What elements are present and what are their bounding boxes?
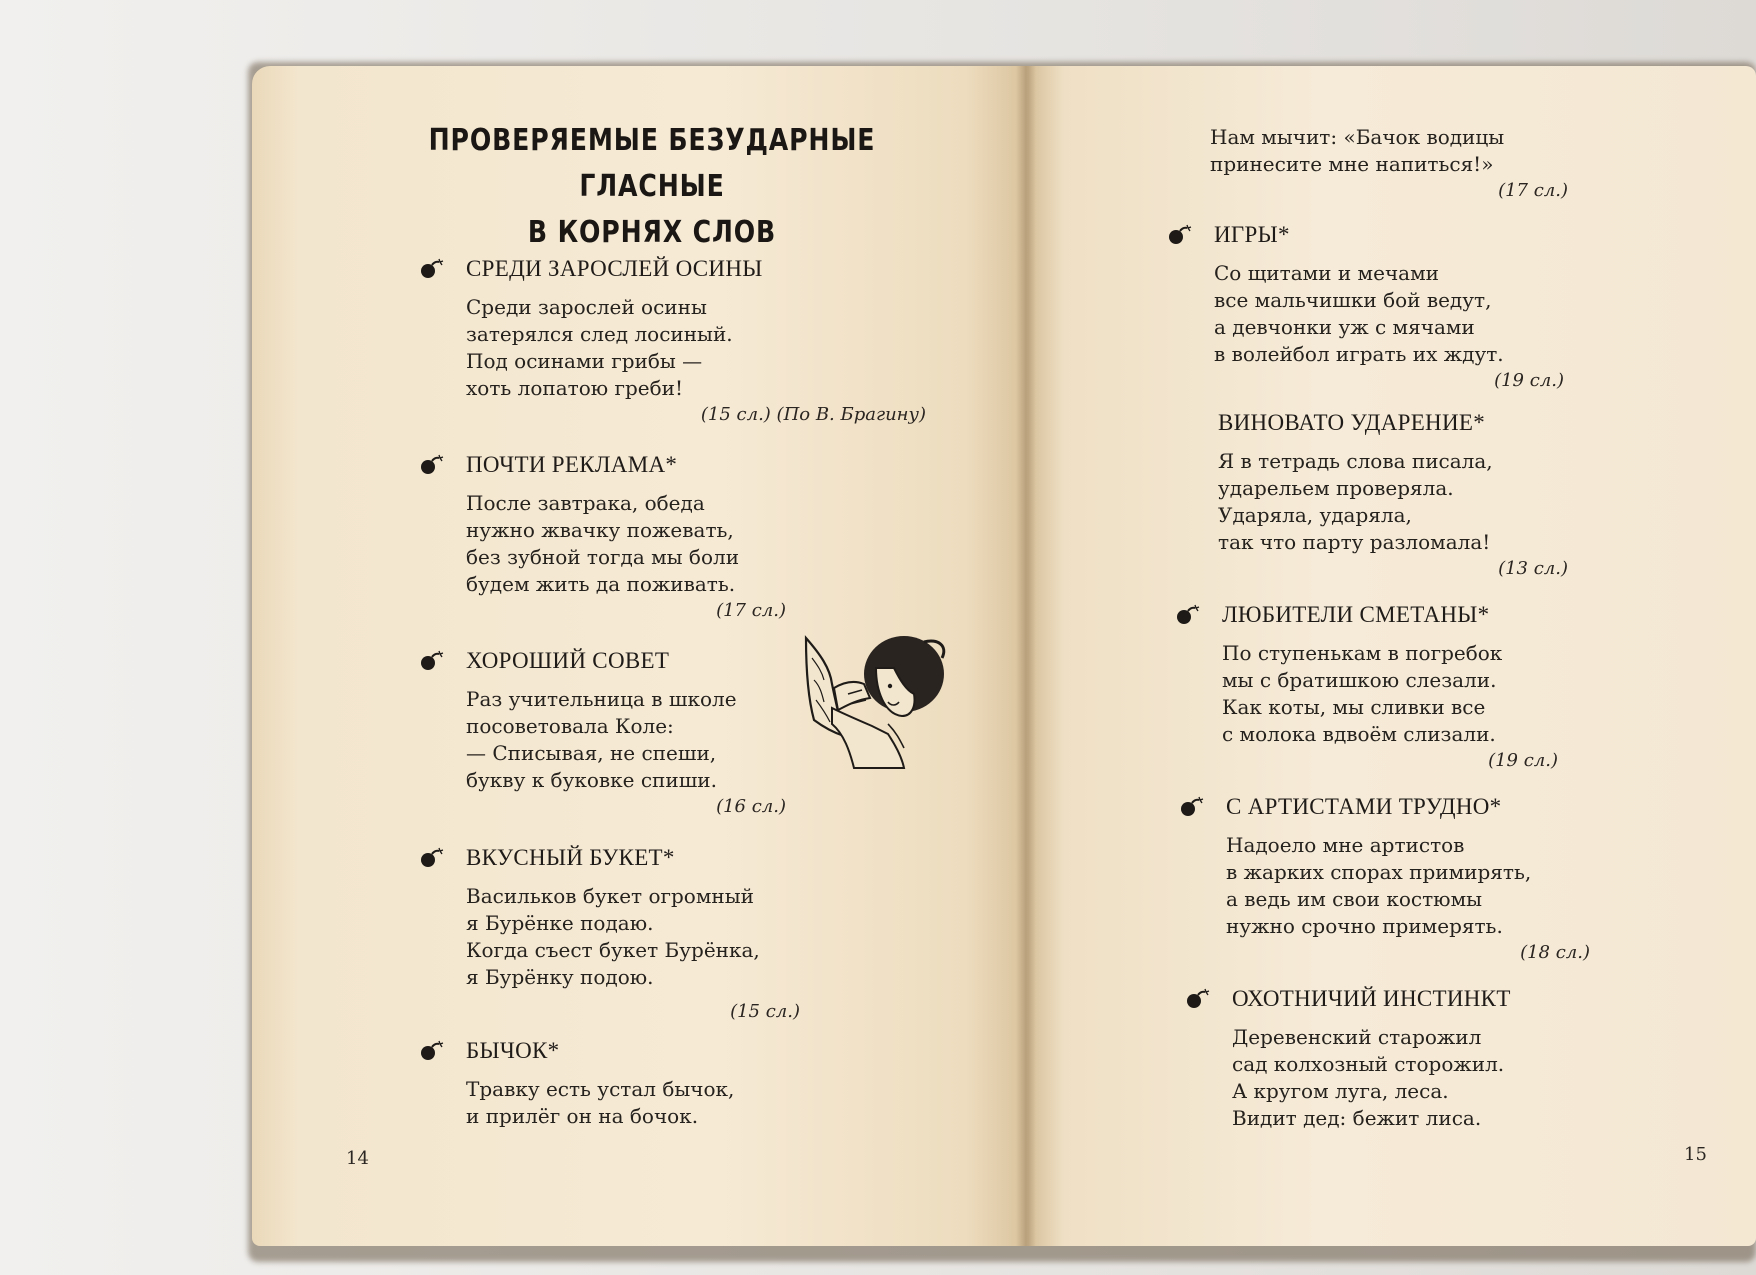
- poem-title: СРЕДИ ЗАРОСЛЕЙ ОСИНЫ: [466, 256, 763, 281]
- poem-line: посоветовала Коле:: [466, 714, 674, 738]
- poem-line: а ведь им свои костюмы: [1226, 887, 1483, 911]
- poem-line: Как коты, мы сливки все: [1222, 695, 1486, 719]
- poem-1: [466, 452, 786, 624]
- poem-line: — Списывая, не спеши,: [466, 741, 717, 765]
- poem-r4: [1232, 986, 1572, 1132]
- poem-4: [466, 1038, 800, 1130]
- poem-0: [466, 256, 926, 428]
- poem-line: Под осинами грибы —: [466, 349, 703, 373]
- poem-line: Васильков букет огромный: [466, 884, 754, 908]
- poem-2: [466, 648, 786, 820]
- poem-line: я Бурёнку подою.: [466, 965, 654, 989]
- heading-line-1: ПРОВЕРЯЕМЫЕ БЕЗУДАРНЫЕ ГЛАСНЫЕ: [428, 123, 876, 204]
- poem-line: Когда съест букет Бурёнка,: [466, 938, 760, 962]
- bomb-bullet-icon: [418, 258, 444, 280]
- poem-line: мы с братишкою слезали.: [1222, 668, 1497, 692]
- poem-credit: (15 сл.) (По В. Брагину): [700, 404, 926, 425]
- bomb-bullet-icon: [1174, 604, 1200, 626]
- poem-line: без зубной тогда мы боли: [466, 545, 740, 569]
- poem-line: Нам мычит: «Бачок водицы: [1210, 125, 1505, 149]
- poem-credit: (18 сл.): [1520, 942, 1590, 963]
- poem-line: ударельем проверяла.: [1218, 476, 1454, 500]
- poem-line: Надоело мне артистов: [1226, 833, 1465, 857]
- poem-line: По ступенькам в погребок: [1222, 641, 1503, 665]
- section-heading: [366, 118, 937, 256]
- poem-line: и прилёг он на бочок.: [466, 1104, 699, 1128]
- poem-title: БЫЧОК*: [466, 1038, 560, 1063]
- poem-credit: (17 сл.): [716, 600, 786, 621]
- poem-credit: (19 сл.): [1488, 750, 1558, 771]
- book-gutter: [1016, 66, 1036, 1246]
- poem-title: ХОРОШИЙ СОВЕТ: [466, 648, 670, 673]
- poem-3: [466, 845, 800, 1025]
- poem-line: хоть лопатою греби!: [466, 376, 684, 400]
- poem-line: все мальчишки бой ведут,: [1214, 288, 1492, 312]
- bomb-bullet-icon: [1184, 988, 1210, 1010]
- poem-r2: [1222, 602, 1558, 774]
- bomb-bullet-icon: [418, 1040, 444, 1062]
- poem-line: в волейбол играть их ждут.: [1214, 342, 1504, 366]
- poem-line: с молока вдвоём слизали.: [1222, 722, 1496, 746]
- poem-credit: (16 сл.): [716, 796, 786, 817]
- page-number-right: 15: [1684, 1144, 1707, 1165]
- bomb-bullet-icon: [1178, 796, 1204, 818]
- poem-line: нужно срочно примерять.: [1226, 914, 1503, 938]
- bomb-bullet-icon: [418, 454, 444, 476]
- poem-title: ОХОТНИЧИЙ ИНСТИНКТ: [1232, 986, 1511, 1011]
- poem-line: в жарких спорах примирять,: [1226, 860, 1532, 884]
- poem-credit: (17 сл.): [1498, 180, 1568, 201]
- bomb-bullet-icon: [1166, 224, 1192, 246]
- poem-line: Среди зарослей осины: [466, 295, 707, 319]
- poem-credit: (19 сл.): [1494, 370, 1564, 391]
- poem-credit: (13 сл.): [1498, 558, 1568, 579]
- poem-line: А кругом луга, леса.: [1232, 1079, 1449, 1103]
- poem-r1: [1218, 410, 1568, 582]
- poem-continuation: [1210, 124, 1568, 204]
- poem-line: принесите мне напиться!»: [1210, 152, 1494, 176]
- poem-line: так что парту разломала!: [1218, 530, 1491, 554]
- poem-title: С АРТИСТАМИ ТРУДНО*: [1226, 794, 1502, 819]
- poem-title: ЛЮБИТЕЛИ СМЕТАНЫ*: [1222, 602, 1490, 627]
- poem-line: нужно жвачку пожевать,: [466, 518, 734, 542]
- bomb-bullet-icon: [418, 650, 444, 672]
- poem-r0: [1214, 222, 1564, 394]
- child-reading-illustration: [792, 628, 964, 770]
- poem-line: сад колхозный сторожил.: [1232, 1052, 1505, 1076]
- poem-line: будем жить да поживать.: [466, 572, 736, 596]
- poem-line: затерялся след лосиный.: [466, 322, 733, 346]
- heading-line-2: В КОРНЯХ СЛОВ: [527, 215, 777, 250]
- poem-line: Ударяла, ударяла,: [1218, 503, 1412, 527]
- poem-line: букву к буковке спиши.: [466, 768, 717, 792]
- poem-line: я Бурёнке подаю.: [466, 911, 654, 935]
- poem-line: После завтрака, обеда: [466, 491, 705, 515]
- poem-line: Со щитами и мечами: [1214, 261, 1439, 285]
- poem-line: Видит дед: бежит лиса.: [1232, 1106, 1482, 1130]
- poem-line: Деревенский старожил: [1232, 1025, 1482, 1049]
- page-number-left: 14: [346, 1148, 369, 1169]
- poem-r3: [1226, 794, 1590, 966]
- poem-title: ВИНОВАТО УДАРЕНИЕ*: [1218, 410, 1486, 435]
- bomb-bullet-icon: [418, 847, 444, 869]
- poem-title: ПОЧТИ РЕКЛАМА*: [466, 452, 678, 477]
- poem-line: Раз учительница в школе: [466, 687, 737, 711]
- poem-line: а девчонки уж с мячами: [1214, 315, 1475, 339]
- poem-line: Я в тетрадь слова писала,: [1218, 449, 1493, 473]
- poem-line: Травку есть устал бычок,: [466, 1077, 735, 1101]
- poem-credit: (15 сл.): [730, 1001, 800, 1022]
- poem-title: ИГРЫ*: [1214, 222, 1290, 247]
- poem-title: ВКУСНЫЙ БУКЕТ*: [466, 845, 675, 870]
